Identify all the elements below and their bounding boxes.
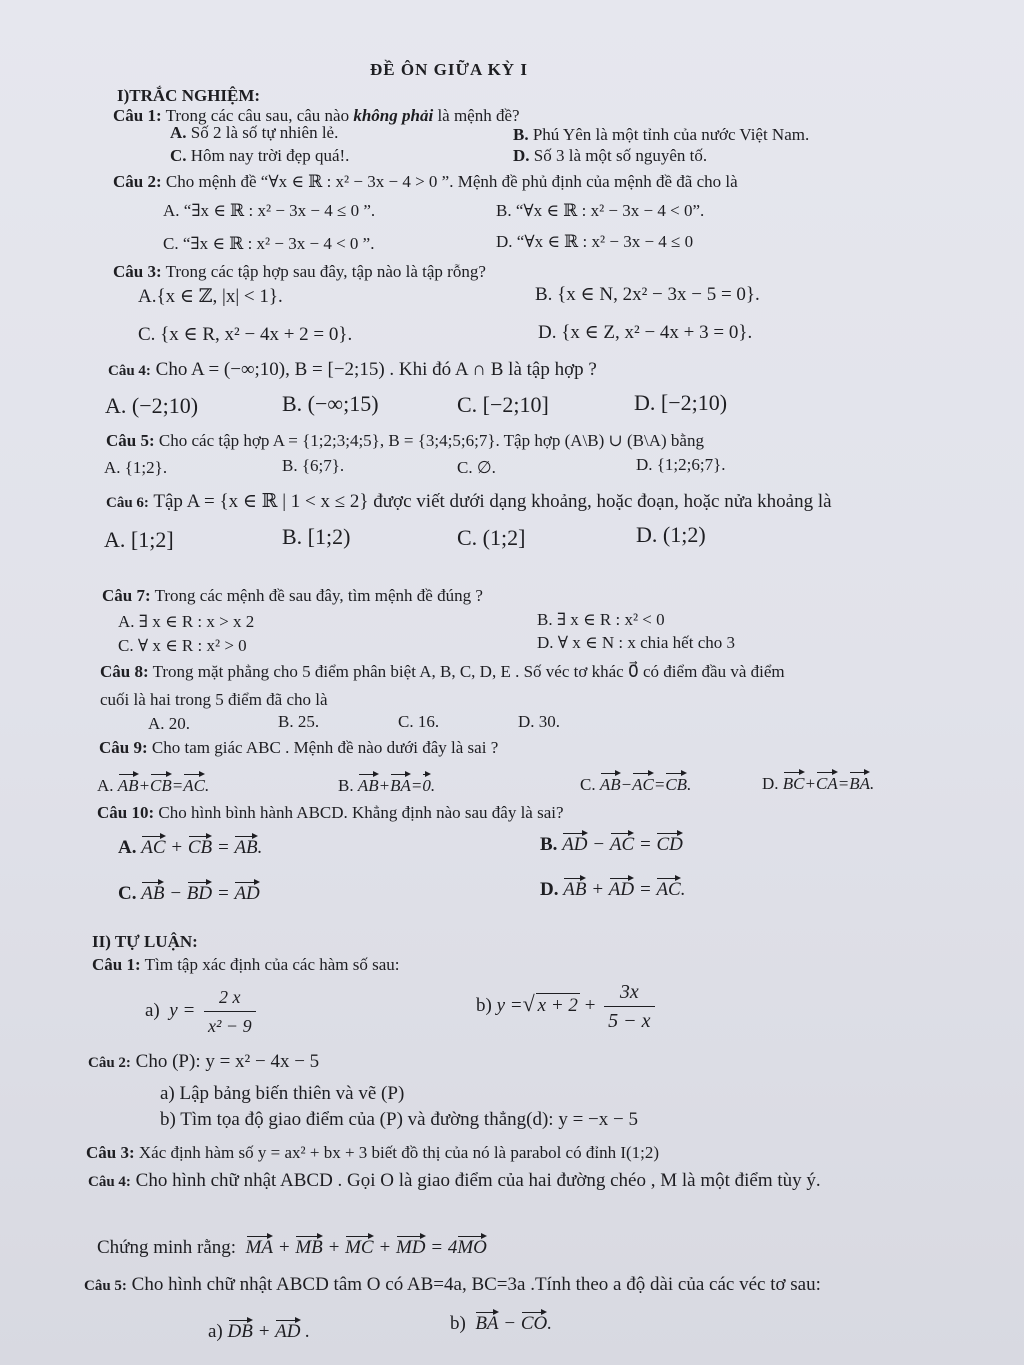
q9-option-b: B. AB+BA=0. — [338, 776, 436, 795]
q3-option-b: B. {x ∈ N, 2x² − 3x − 5 = 0}. — [535, 284, 760, 305]
question-10: Câu 10: Cho hình bình hành ABCD. Khẳng định nào sau đây là sai? — [97, 803, 564, 822]
q5-option-a: A. {1;2}. — [104, 458, 168, 477]
q6-option-c: C. (1;2] — [457, 525, 526, 550]
essay-q2-part-b: b) Tìm tọa độ giao điểm của (P) và đường thẳng(d): y = −x − 5 — [160, 1109, 638, 1130]
q7-option-c: C. ∀ x ∈ R : x² > 0 — [118, 636, 247, 655]
q9-option-d: D. BC+CA=BA. — [762, 774, 875, 793]
question-5: Câu 5: Cho các tập hợp A = {1;2;3;4;5}, B = {3;4;5;6;7}. Tập hợp (A\B) ∪ (B\A) bằng — [106, 431, 704, 450]
q10-option-a: A. AC + CB = AB. — [118, 837, 263, 858]
q7-option-d: D. ∀ x ∈ N : x chia hết cho 3 — [537, 633, 735, 652]
q9-option-c: C. AB−AC=CB. — [580, 775, 692, 794]
q7-option-a: A. ∃ x ∈ R : x > x 2 — [118, 612, 255, 631]
q5-option-b: B. {6;7}. — [282, 456, 345, 475]
q7-option-b: B. ∃ x ∈ R : x² < 0 — [537, 610, 665, 629]
q10-option-c: C. AB − BD = AD — [118, 883, 260, 904]
essay-q4-proof: Chứng minh rằng: MA + MB + MC + MD = 4MO — [97, 1237, 487, 1258]
q1-option-b: B. Phú Yên là một tỉnh của nước Việt Nam. — [513, 125, 810, 144]
q9-option-a: A. AB+CB=AC. — [97, 776, 210, 795]
essay-question-1: Câu 1: Tìm tập xác định của các hàm số sau: — [92, 955, 400, 974]
question-9: Câu 9: Cho tam giác ABC . Mệnh đề nào dưới đây là sai ? — [99, 738, 499, 757]
essay-question-5: Câu 5: Cho hình chữ nhật ABCD tâm O có AB=4a, BC=3a .Tính theo a độ dài của các véc tơ sau: — [84, 1274, 821, 1295]
q2-option-a: A. “∃x ∈ ℝ : x² − 3x − 4 ≤ 0 ”. — [163, 201, 376, 220]
essay-q1-part-a: a) y = $\frac{2 x}{\text{x² − 9}}$ — [145, 985, 260, 1038]
q8-option-b: B. 25. — [278, 712, 320, 731]
part1-heading: I)TRẮC NGHIỆM: — [117, 86, 261, 105]
q5-option-d: D. {1;2;6;7}. — [636, 455, 726, 474]
q8-option-c: C. 16. — [398, 712, 440, 731]
essay-q5-part-b: b) BA − CO. — [450, 1313, 553, 1334]
q10-option-d: D. AB + AD = AC. — [540, 879, 686, 900]
q1-option-c: C. Hôm nay trời đẹp quá!. — [170, 146, 350, 165]
essay-q1-part-b: b) y =√ x + 2 + $\frac{3x}{5 - x}$ — [476, 980, 659, 1033]
q5-option-c: C. ∅. — [457, 458, 496, 477]
q2-option-d: D. “∀x ∈ ℝ : x² − 3x − 4 ≤ 0 — [496, 232, 694, 251]
essay-question-2: Câu 2: Cho (P): y = x² − 4x − 5 — [88, 1051, 320, 1072]
q4-option-c: C. [−2;10] — [457, 392, 549, 417]
q2-option-c: C. “∃x ∈ ℝ : x² − 3x − 4 < 0 ”. — [163, 234, 375, 253]
question-8: Câu 8: Trong mặt phẳng cho 5 điểm phân biệt A, B, C, D, E . Số véc tơ khác 0⃗ có điểm đầu và điểm — [100, 662, 785, 681]
q1-option-a: A. Số 2 là số tự nhiên lẻ. — [170, 123, 339, 142]
question-8-cont: cuối là hai trong 5 điểm đã cho là — [100, 690, 328, 709]
q3-option-d: D. {x ∈ Z, x² − 4x + 3 = 0}. — [538, 322, 753, 343]
q8-option-d: D. 30. — [518, 712, 561, 731]
question-7: Câu 7: Trong các mệnh đề sau đây, tìm mệnh đề đúng ? — [102, 586, 483, 605]
q4-option-b: B. (−∞;15) — [282, 391, 379, 416]
question-3: Câu 3: Trong các tập hợp sau đây, tập nào là tập rỗng? — [113, 262, 486, 281]
question-6: Câu 6: Tập A = {x ∈ ℝ | 1 < x ≤ 2} được viết dưới dạng khoảng, hoặc đoạn, hoặc nửa khoảng là — [106, 491, 832, 512]
q3-option-a: A.{x ∈ ℤ, |x| < 1}. — [138, 286, 283, 307]
essay-question-3: Câu 3: Xác định hàm số y = ax² + bx + 3 biết đồ thị của nó là parabol có đỉnh I(1;2) — [86, 1143, 660, 1162]
question-2: Câu 2: Cho mệnh đề “∀x ∈ ℝ : x² − 3x − 4 > 0 ”. Mệnh đề phủ định của mệnh đề đã cho là — [113, 172, 738, 191]
question-1: Câu 1: Trong các câu sau, câu nào không phải là mệnh đề? — [113, 106, 520, 125]
q2-option-b: B. “∀x ∈ ℝ : x² − 3x − 4 < 0”. — [496, 201, 705, 220]
q6-option-a: A. [1;2] — [104, 527, 174, 552]
question-4: Câu 4: Cho A = (−∞;10), B = [−2;15) . Khi đó A ∩ B là tập hợp ? — [108, 359, 597, 380]
q3-option-c: C. {x ∈ R, x² − 4x + 2 = 0}. — [138, 324, 353, 345]
q8-option-a: A. 20. — [148, 714, 191, 733]
essay-question-4: Câu 4: Cho hình chữ nhật ABCD . Gọi O là giao điểm của hai đường chéo , M là một điểm tùy ý. — [88, 1170, 821, 1191]
q1-option-d: D. Số 3 là một số nguyên tố. — [513, 146, 708, 165]
q4-option-a: A. (−2;10) — [105, 393, 199, 418]
q4-option-d: D. [−2;10) — [634, 390, 728, 415]
part2-heading: II) TỰ LUẬN: — [92, 932, 198, 951]
essay-q2-part-a: a) Lập bảng biến thiên và vẽ (P) — [160, 1083, 405, 1104]
q6-option-d: D. (1;2) — [636, 522, 706, 547]
q6-option-b: B. [1;2) — [282, 524, 351, 549]
q10-option-b: B. AD − AC = CD — [540, 834, 683, 855]
page-title: ĐỀ ÔN GIỮA KỲ I — [370, 60, 528, 79]
essay-q5-part-a: a) DB + AD . — [208, 1321, 310, 1342]
